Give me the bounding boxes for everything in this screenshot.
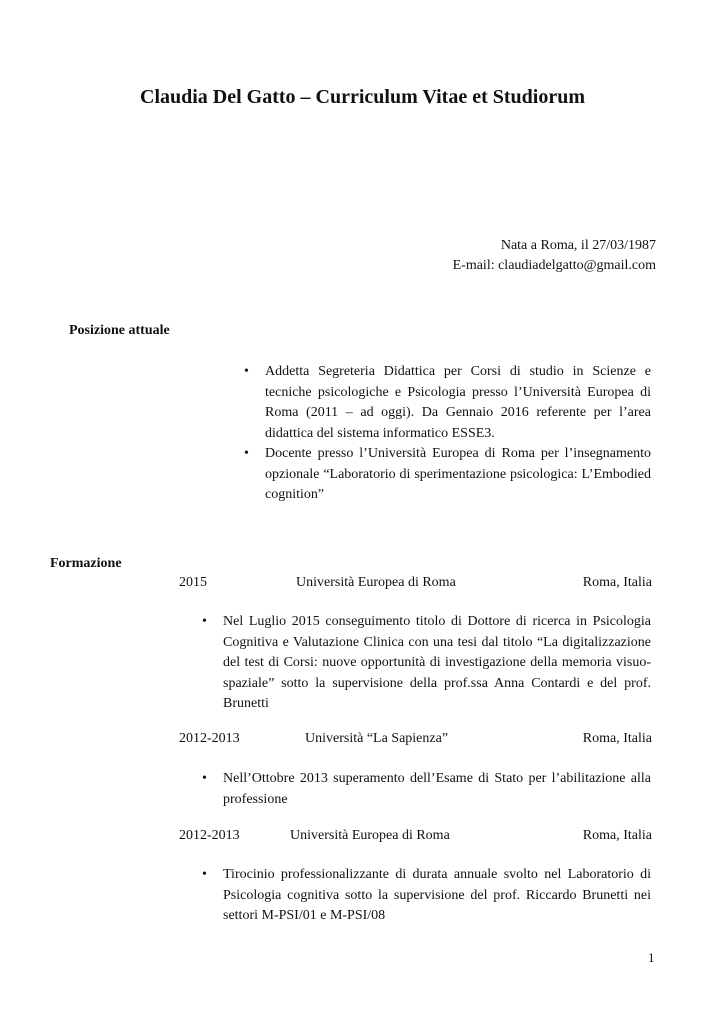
education-list <box>202 865 651 927</box>
page-title: Claudia Del Gatto – Curriculum Vitae et Studiorum <box>140 86 585 108</box>
education-entry-header <box>179 575 652 595</box>
education-place: Roma, Italia <box>582 575 652 590</box>
bullet-icon: • <box>202 867 207 882</box>
section-heading-formazione: Formazione <box>50 556 122 571</box>
education-institution: Università Europea di Roma <box>290 828 450 843</box>
list-item-text: Addetta Segreteria Didattica per Corsi di studio in Scienze e tecniche psicologiche e Psicologia presso l’Università Europea di Roma (2011 – ad oggi). Da Gennaio 2016 referente per l’area didattica del sistema informatico ESSE3. <box>265 364 651 441</box>
email-info: E-mail: claudiadelgatto@gmail.com <box>452 258 656 273</box>
list-item-text: Docente presso l’Università Europea di Roma per l’insegnamento opzionale “Laboratorio di sperimentazione psicologica: L’Embodied cognition” <box>265 446 651 502</box>
bullet-icon: • <box>244 364 249 379</box>
bullet-icon: • <box>202 614 207 629</box>
list-item <box>202 612 651 715</box>
education-list <box>202 769 651 810</box>
education-place: Roma, Italia <box>582 731 652 746</box>
birth-info: Nata a Roma, il 27/03/1987 <box>500 238 656 253</box>
bullet-icon: • <box>202 771 207 786</box>
education-place: Roma, Italia <box>582 828 652 843</box>
education-year: 2012-2013 <box>179 828 240 843</box>
list-item <box>244 362 651 444</box>
list-item-text: Nell’Ottobre 2013 superamento dell’Esame di Stato per l’abilitazione alla professione <box>223 771 651 807</box>
posizione-list <box>244 362 651 506</box>
education-list <box>202 612 651 715</box>
education-entry-header <box>179 731 652 751</box>
bullet-icon: • <box>244 446 249 461</box>
list-item-text: Tirocinio professionalizzante di durata annuale svolto nel Laboratorio di Psicologia cognitiva sotto la supervisione del prof. Riccardo Brunetti nei settori M-PSI/01 e M-PSI/08 <box>223 867 651 923</box>
education-institution: Università Europea di Roma <box>296 575 456 590</box>
education-institution: Università “La Sapienza” <box>305 731 449 746</box>
education-year: 2015 <box>179 575 207 590</box>
education-year: 2012-2013 <box>179 731 240 746</box>
page-number: 1 <box>648 950 655 965</box>
list-item <box>202 865 651 927</box>
list-item <box>202 769 651 810</box>
list-item <box>244 444 651 506</box>
education-entry-header <box>179 828 652 848</box>
list-item-text: Nel Luglio 2015 conseguimento titolo di Dottore di ricerca in Psicologia Cognitiva e Valutazione Clinica con una tesi dal titolo “La digitalizzazione del test di Corsi: nuove opportunità di investigazione della memoria visuo-spaziale” sotto la supervisione della prof.ssa Anna Contardi e del prof. Brunetti <box>223 614 651 711</box>
section-heading-posizione: Posizione attuale <box>69 323 170 338</box>
